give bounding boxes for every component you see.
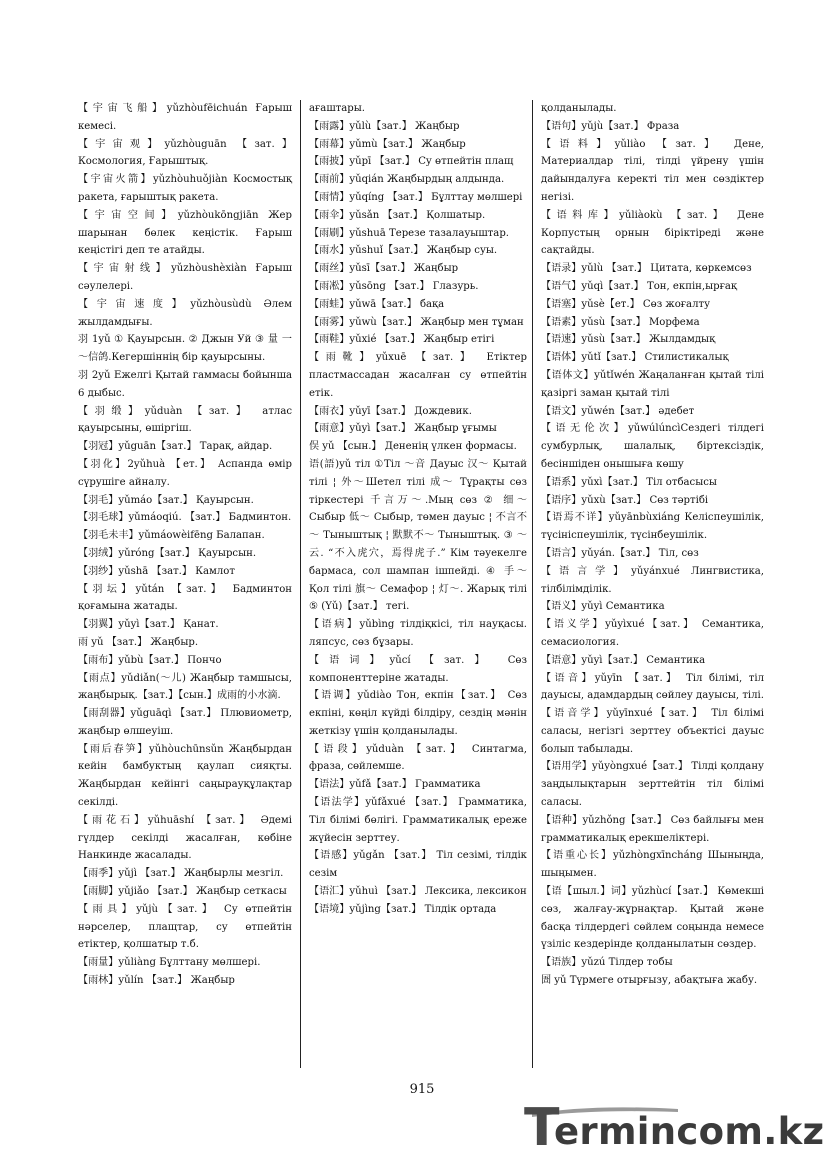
dictionary-entry: 【雨具】yǔjù【зат.】 Су өтпейтін нәрселер, плащтар, су өтпейтін етіктер, қолшатыр т.б. (78, 903, 292, 951)
dictionary-entry: 【雨凇】yǔsōng 【зат.】 Глазурь. (309, 280, 479, 292)
dictionary-entry: 【语段】yǔduàn 【зат.】 Синтагма, фраза, сөйлемше. (309, 743, 527, 773)
dictionary-entry: 【语素】yǔsù【зат.】 Морфема (541, 316, 700, 328)
dictionary-entry: 【语用学】yǔyòngxué【зат.】 Тілді қолдану заңдылықтарын зерттейтін тіл білімі саласы. (541, 761, 764, 809)
dictionary-entry: 【语调】yǔdiào Тон, екпін【зат.】 Сөз екпіні, көңіл күйді білдіру, сездің мәнін жеткізу үшін қолданылады. (309, 690, 527, 737)
dictionary-entry: 【语法】yǔfǎ【зат.】 Грамматика (309, 779, 481, 791)
dictionary-entry: 【语录】yǔlù 【зат.】 Цитата, көркемсөз (541, 263, 752, 275)
dictionary-entry: 【语病】yǔbìng тілдіқкісі, тіл науқасы. ляпсус, сөз бұзары. (309, 619, 527, 648)
dictionary-entry: 【雨花石】yǔhuāshí 【зат.】 Әдемі гүлдер секілді жасалған, көбіне Нанкинде жасалады. (78, 814, 292, 862)
dictionary-entry: 【雨鞋】yǔxié 【зат.】 Жаңбыр етігі (309, 334, 495, 346)
dictionary-entry: 【语义】yǔyì Семантика (541, 601, 665, 613)
dictionary-entry: 【语音学】yǔyīnxué【зат.】 Тіл білімі саласы, негізгі зерттеу объектісі дауыс болып табылады. (541, 708, 764, 755)
dictionary-entry: 【羽毛】yǔmáo【зат.】 Қауырсын. (78, 494, 254, 506)
dictionary-entry: 【语种】yǔzhǒng【зат.】 Сөз байлығы мен грамматикалық ерекшеліктері. (541, 814, 764, 844)
dictionary-entry: 【雨季】yǔjì 【зат.】 Жаңбырлы мезгіл. (78, 868, 284, 880)
dictionary-entry: 【羽缎】yǔduàn 【зат.】 атлас қауырсыны, өшіргіш. (78, 405, 292, 435)
dictionary-entry: 【语族】yǔzú Тілдер тобы (541, 957, 673, 969)
dictionary-entry: 【宇宙空间】yǔzhòukōngjiān Жер шарынан бөлек кеңістік. Ғарыш кеңістігі деп те атайды. (78, 209, 292, 257)
dictionary-entry: 【语焉不详】yǔyānbùxiáng Келіспеушілік, түсініспеушілік, түсінбеушілік. (541, 512, 764, 542)
column-divider (300, 100, 301, 1068)
dictionary-entry: 【语【шыл.】词】yǔzhùcí【зат.】 Көмекші сөз, жалғау-жұрнақтар. Қытай және басқа тілдердегі сөйлем соңында немесе үзіліс кездерінде қолданылатын сөздер. (541, 886, 764, 951)
dictionary-entry: 【语意】yǔyì【зат.】 Семантика (541, 654, 706, 666)
dictionary-entry: ағаштары. (309, 103, 366, 114)
dictionary-entry: 【雨量】yǔliàng Бұлттану мөлшері. (78, 957, 261, 969)
dictionary-entry: 【语塞】yǔsè【ет.】 Сөз жоғалту (541, 298, 711, 310)
dictionary-entry: 【语重心长】yǔzhòngxīncháng Шыныңда, шыңымен. (541, 850, 764, 880)
dictionary-entry: 【羽坛】yǔtán 【зат.】 Бадминтон қоғамына жатады. (78, 583, 292, 613)
dictionary-entry: 【语词】yǔcí 【зат.】 Сөз компоненттеріне жатады. (309, 654, 527, 684)
dictionary-entry: 【雨幕】yǔmù【зат.】 Жаңбыр (309, 138, 466, 150)
dictionary-entry: 【雨脚】yǔjiǎo 【зат.】 Жаңбыр сеткасы (78, 886, 287, 898)
dictionary-entry: 【雨意】yǔyì【зат.】 Жаңбыр ұғымы (309, 423, 497, 435)
dictionary-entry: 【雨丝】yǔsī【зат.】 Жаңбыр (309, 263, 459, 275)
dictionary-entry: 【语义学】yǔyìxué【зат.】 Семантика, семасиология. (541, 619, 764, 648)
dictionary-entry: 【羽纱】yǔshā 【зат.】 Камлот (78, 565, 235, 577)
dictionary-column-1 (78, 100, 292, 990)
dictionary-entry: 【雨刮器】yǔguāqì 【зат.】 Плювиометр, жаңбыр өлшеуіш. (78, 708, 292, 737)
dictionary-entry: 【雨靴】yǔxuē 【зат.】 Етіктер пластмассадан жасалған су өтпейтін етік. (309, 352, 527, 399)
dictionary-entry: 【宇宙火箭】yǔzhòuhuǒjiàn Космостық ракета, ғарыштық ракета. (78, 174, 292, 203)
dictionary-entry: 【语体】yǔtǐ【зат.】 Стилистикалық (541, 352, 729, 364)
dictionary-entry: 【雨蛙】yǔwā【зат.】 бақа (309, 298, 445, 310)
dictionary-entry: 【宇宙观】yǔzhòuguān 【зат.】 Космология, Ғарыштық. (78, 138, 292, 168)
dictionary-entry: 俣 yǔ 【сын.】 Дененің үлкен формасы. (309, 441, 517, 453)
dictionary-entry: 雨 yǔ 【зат.】 Жаңбыр. (78, 636, 199, 648)
dictionary-entry: 【羽毛球】yǔmáoqiú. 【зат.】 Бадминтон. (78, 512, 292, 524)
dictionary-entry: 【语系】yǔxì【зат.】 Тіл отбасысы (541, 476, 717, 488)
dictionary-entry: 【语速】yǔsù【зат.】 Жылдамдық (541, 334, 716, 346)
dictionary-entry: 【语言学】yǔyánxué Лингвистика, тілбілімділік. (541, 565, 764, 595)
dictionary-entry: 【雨前】yǔqián Жаңбырдың алдында. (309, 174, 505, 186)
dictionary-entry: 【羽绒】yǔróng【зат.】 Қауырсын. (78, 547, 257, 559)
dictionary-entry: 【羽翼】yǔyì【зат.】 Қанат. (78, 619, 219, 631)
dictionary-entry: 羽 1yǔ ① Қауырсын. ② Джын Уй ③ 量 一～信鸽.Кегершіннің бір қауырсыны. (78, 334, 292, 364)
dictionary-entry: 【语境】yǔjìng【зат.】 Тілдік ортада (309, 903, 497, 915)
logo-wordmark: ermincom.kz (554, 1110, 825, 1153)
dictionary-entry: 【羽化】2yǔhuà 【ет.】 Аспанда өмір сүрушіге айналу. (78, 458, 292, 488)
dictionary-entry: 【语料】yǔliào 【зат.】 Дене, Материалдар тілі, тілді үйрену үшін дайындалуға керекті тіл мен сөздіктер негізі. (541, 138, 764, 203)
dictionary-entry: 【语感】yǔgǎn 【зат.】 Тіл сезімі, тілдік сезім (309, 850, 527, 880)
dictionary-entry: 【语法学】yǔfǎxué 【зат.】 Грамматика, Тіл білімі бөлігі. Грамматикалық ереже жүйесін зерттеу. (309, 797, 527, 844)
dictionary-entry: 【语气】yǔqì【зат.】 Тон, екпін,ырғақ (541, 280, 738, 292)
logo-letter-t: T (524, 1098, 560, 1158)
dictionary-entry: 【语言】yǔyán.【зат.】 Тіл, сөз (541, 547, 699, 559)
dictionary-entry: 【雨雾】yǔwù【зат.】 Жаңбыр мен тұман (309, 316, 524, 328)
dictionary-entry: 【羽冠】yǔguān【зат.】 Тарақ, айдар. (78, 441, 273, 453)
dictionary-entry: 【宇宙速度】yǔzhòusùdù Әлем жылдамдығы. (78, 298, 292, 328)
dictionary-entry: 【语体文】yǔtǐwén Жаңаланған қытай тілі қазіргі заман қытай тілі (541, 369, 764, 399)
dictionary-entry: 【雨布】yǔbù【зат.】 Пончо (78, 654, 222, 666)
dictionary-entry: 【雨情】yǔqíng 【зат.】 Бұлттау мөлшері (309, 191, 523, 203)
dictionary-entry: 【语文】yǔwén【зат.】 әдебет (541, 405, 695, 417)
dictionary-entry: 【雨披】yǔpī 【зат.】 Су өтпейтін плащ (309, 156, 514, 168)
page-number: 915 (409, 1082, 435, 1097)
dictionary-entry: 羽 2yǔ Ежелгі Қытай гаммасы бойынша 6 дыбыс. (78, 369, 292, 399)
dictionary-entry: 【语句】yǔjù【зат.】 Фраза (541, 120, 680, 132)
dictionary-entry: 【雨衣】yǔyī【зат.】 Дождевик. (309, 405, 472, 417)
dictionary-entry: 【雨露】yǔlù【зат.】 Жаңбыр (309, 120, 460, 132)
dictionary-entry: 【雨水】yǔshuǐ【зат.】 Жаңбыр суы. (309, 245, 498, 257)
column-divider (532, 100, 533, 1068)
dictionary-entry: қолданылады. (541, 103, 617, 114)
dictionary-entry: 【语料库】yǔliàokù 【зат.】 Дене Корпустың орнын біріктіреді және сақтайды. (541, 209, 764, 257)
dictionary-column-3 (541, 100, 764, 990)
dictionary-entry: 语(語)yǔ тіл ①Тіл ～音 Дауыс 汉～ Қытай тілі ¦ 外～Шетел тілі 成～ Тұрақты сөз тіркестері 千言万～.Мың сөз ② 细～Сыбыр 低～ Сыбыр, төмен дауыс ¦ 不言不～ Тыныштық ¦ 默默不～ Тыныштық. ③ ～云. “不入虎穴，焉得虎子.” Кім тәуекелге бармаса, сол шампан ішпейді. ④ 手～ Қол тілі 旗～ Семафор ¦ 灯～. Жарық тілі ⑤ (Yǔ)【зат.】 тегі. (309, 458, 527, 613)
dictionary-entry: 圄 yǔ Түрмеге отырғызу, абақтыға жабу. (541, 975, 758, 987)
dictionary-column-2 (309, 100, 527, 919)
dictionary-entry: 【语汇】yǔhuì 【зат.】 Лексика, лексикон (309, 886, 527, 898)
dictionary-entry: 【雨点】yǔdiǎn(～儿) Жаңбыр тамшысы, жаңбырық.【зат.】【сын.】成雨的小水滴. (78, 672, 292, 702)
dictionary-entry: 【雨伞】yǔsǎn 【зат.】 Қолшатыр. (309, 209, 486, 221)
dictionary-entry: 【雨林】yǔlín 【зат.】 Жаңбыр (78, 975, 235, 987)
dictionary-entry: 【语无伦次】yǔwúlúncìСездегі тілдегі сумбурлық, шалалық, біртексіздік, бесіншіден онышыға көшу (541, 423, 764, 470)
dictionary-entry: 【雨后春笋】yǔhòuchūnsǔn Жаңбырдан кейін бамбуктың қаулап сияқты. Жаңбырдан кейінгі саңырауқұлақтар секілді. (78, 743, 292, 809)
dictionary-entry: 【雨刷】yǔshuā Терезе тазалауыштар. (309, 227, 509, 239)
dictionary-entry: 【宇宙飞船】yǔzhòufēichuán Ғарыш кемесі. (78, 103, 292, 132)
dictionary-entry: 【语序】yǔxù【зат.】 Сөз тәртібі (541, 494, 709, 506)
dictionary-entry: 【语音】yǔyīn 【зат.】 Тіл білімі, тіл дауысы, адамдардың сөйлеу дауысы, тілі. (541, 672, 764, 702)
dictionary-entry: 【羽毛未丰】yǔmáowèifēng Балапан. (78, 530, 265, 542)
dictionary-entry: 【宇宙射线】yǔzhòushèxiàn Ғарыш сәулелері. (78, 263, 292, 292)
